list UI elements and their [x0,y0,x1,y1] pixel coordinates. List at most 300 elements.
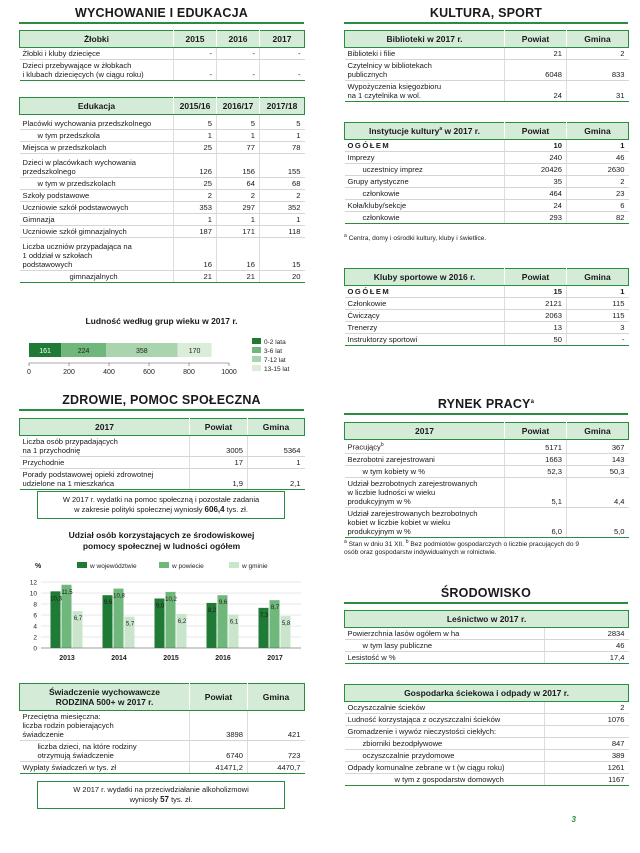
row-value: 16 [174,238,217,271]
table-row [20,60,305,81]
alcohol-expense-value: 57 [160,795,169,804]
table-row [20,238,305,271]
education-body [20,115,305,283]
social-bar-label: 9,0 [155,603,165,610]
libraries-table [344,30,629,102]
social-bar-label: 11,5 [61,589,73,596]
row-label: Ćwiczący [345,310,505,322]
row-value: 31 [567,81,629,102]
education-header-3: 2017/18 [260,98,305,115]
row-label: Odpady komunalne zebrane w t (w ciągu roku) [345,762,545,774]
row-value: 847 [545,738,629,750]
table-row [20,741,305,762]
row-value: 2,1 [248,469,305,490]
row-value: 50 [505,334,567,346]
row-value: 723 [248,741,305,762]
libraries-body [345,48,629,102]
row-value: 23 [567,188,629,200]
age-axis-tick-label: 200 [63,369,75,376]
age-bar-label: 358 [135,348,148,355]
age-legend-swatch [252,365,261,371]
row-value: 82 [567,212,629,224]
row-label: Grupy artystyczne [345,176,505,188]
age-legend-label: 0-2 lata [264,339,286,346]
social-ytick-label: 12 [29,579,37,587]
table-row [20,457,305,469]
waste-header: Gospodarka ściekowa i odpady w 2017 r. [345,685,629,702]
row-value: 2121 [505,298,567,310]
table-row [345,298,629,310]
age-bar-label: 170 [188,348,201,355]
sports-header-0: Kluby sportowe w 2016 r. [345,269,505,286]
table-row [345,507,629,537]
social-bar-label: 8,7 [270,605,280,612]
age-bar-label: 161 [39,348,51,355]
table-row [345,628,629,640]
table-row [20,48,305,60]
row-label: Biblioteki i filie [345,48,505,60]
education-header-2: 2016/17 [217,98,260,115]
health-table [19,418,305,490]
row-value: 1663 [505,453,567,465]
social-bar-label: 5,8 [281,621,291,628]
row-value: 118 [260,226,305,238]
row-value: 15 [505,286,567,298]
labour-header-2: Gmina [567,423,629,440]
education-header-0: Edukacja [20,98,174,115]
age-axis-tick-label: 400 [103,369,115,376]
row-label: Instruktorzy sportowi [345,334,505,346]
row-value: 52,3 [505,465,567,477]
row-value: 4,4 [567,477,629,507]
row-value: - [260,48,305,60]
row-label: Dzieci przebywające w żłobkach i klubach dziecięcych (w ciągu roku) [20,60,174,81]
row-label: Uczniowie szkół gimnazjalnych [20,226,174,238]
age-legend-label: 13-15 lat [264,366,290,373]
row-label: w tym kobiety w % [345,465,505,477]
row-value: 240 [505,152,567,164]
row-value: 50,3 [567,465,629,477]
table-row [345,702,629,714]
row-value: 115 [567,310,629,322]
table-row [345,726,629,738]
row-label: Lesistość w % [345,652,545,664]
age-chart-title: Ludność według grup wieku w 2017 r. [85,316,238,326]
social-xtick-label: 2015 [163,655,179,662]
health-header-1: Powiat [190,419,248,436]
age-axis-tick-label: 800 [183,369,195,376]
benefit-header-0: Świadczenie wychowawcze RODZINA 500+ w 2017 r. [20,684,190,711]
libraries-header-2: Gmina [567,31,629,48]
age-legend-swatch [252,347,261,353]
row-label: uczestnicy imprez [345,164,505,176]
nurseries-header-0: Żłobki [20,31,174,48]
row-value: 5 [260,115,305,130]
row-value: 1 [567,140,629,152]
labour-header-row [345,423,629,440]
row-value: 17 [190,457,248,469]
social-expense-note: W 2017 r. wydatki na pomoc społeczną i pozostałe zadania w zakresie polityki społecznej wyniosły 606,4 tys. zł. [37,491,285,519]
age-legend-label: 7-12 lat [264,357,286,364]
table-row [345,334,629,346]
labour-header-0: 2017 [345,423,505,440]
labour-table [344,422,629,538]
row-value: 2630 [567,164,629,176]
row-value: 155 [260,154,305,178]
nurseries-body [20,48,305,81]
row-label: OGÓŁEM [345,140,505,152]
sports-header-row [345,269,629,286]
row-value: 4470,7 [248,762,305,774]
row-label: Gimnazja [20,214,174,226]
waste-table [344,684,629,786]
table-row [20,711,305,741]
social-legend-label: w powiecie [172,563,204,570]
social-bar-label: 7,3 [259,612,269,619]
row-value: 21 [174,271,217,283]
labour-body [345,440,629,538]
row-label: członkowie [345,212,505,224]
table-row [20,115,305,130]
row-value: 1 [174,130,217,142]
social-bar-label: 9,6 [218,600,228,607]
sports-body [345,286,629,346]
table-row [345,738,629,750]
row-label: Szkoły podstawowe [20,190,174,202]
social-ytick-label: 2 [33,634,37,642]
row-label: Wypłaty świadczeń w tys. zł [20,762,190,774]
row-value: 156 [217,154,260,178]
social-bar-label: 9,6 [103,600,113,607]
table-row [20,271,305,283]
row-value: 367 [567,440,629,454]
row-value: 2 [217,190,260,202]
social-legend-swatch [159,562,169,568]
row-value: - [567,334,629,346]
row-value: 46 [567,152,629,164]
row-value: 2834 [545,628,629,640]
row-value: 2 [567,48,629,60]
nurseries-header-3: 2017 [260,31,305,48]
row-label: Czytelnicy w bibliotekach publicznych [345,60,505,81]
libraries-header-1: Powiat [505,31,567,48]
labour-title: RYNEK PRACY$^a$ [344,397,628,415]
row-label: Porady podstawowej opieki zdrowotnej udzielone na 1 mieszkańca [20,469,190,490]
row-value: - [217,60,260,81]
row-value: 5 [217,115,260,130]
table-row [20,202,305,214]
sports-table [344,268,629,346]
social-bar-label: 6,2 [177,618,187,625]
table-row [345,440,629,454]
institutions-header-label: Instytucje kultury$^a$ w 2017 r. [345,123,505,140]
row-label: w tym lasy publiczne [345,640,545,652]
health-title: ZDROWIE, POMOC SPOŁECZNA [19,393,304,411]
row-label: Wypożyczenia księgozbioru na 1 czytelnika w wol. [345,81,505,102]
institutions-header-powiat: Powiat [505,123,567,140]
row-value: 35 [505,176,567,188]
row-value: 21 [505,48,567,60]
row-value: 5364 [248,436,305,457]
row-value: 2 [260,190,305,202]
benefit-header-2: Gmina [248,684,305,711]
social-ytick-label: 0 [33,645,37,653]
libraries-header-0: Biblioteki w 2017 r. [345,31,505,48]
table-row [345,322,629,334]
age-legend-label: 3-6 lat [264,348,283,355]
education-header-row [20,98,305,115]
row-label: Liczba uczniów przypadająca na 1 oddział w szkołach podstawowych [20,238,174,271]
forestry-body [345,628,629,664]
row-label: Miejsca w przedszkolach [20,142,174,154]
social-xtick-label: 2017 [267,655,283,662]
row-value: 17,4 [545,652,629,664]
social-bar-label: 5,7 [125,621,135,628]
row-value: 1 [217,214,260,226]
institutions-footnote: $^a$ Centra, domy i ośrodki kultury, kluby i świetlice. [344,233,487,243]
age-legend-swatch [252,356,261,362]
row-value: 353 [174,202,217,214]
table-row [345,714,629,726]
table-row [20,130,305,142]
table-row [345,750,629,762]
institutions-body [345,140,629,224]
table-row [345,200,629,212]
table-row [345,453,629,465]
table-row [345,477,629,507]
row-value: 1076 [545,714,629,726]
social-bar-label: 10,2 [165,596,177,603]
benefit-header-1: Powiat [190,684,248,711]
social-ytick-label: 4 [33,623,37,631]
row-value: 115 [567,298,629,310]
social-ytick-label: 6 [33,612,37,620]
row-value: 24 [505,81,567,102]
row-label: OGÓŁEM [345,286,505,298]
social-ytick-label: 8 [33,601,37,609]
benefit-body [20,711,305,774]
social-legend-swatch [77,562,87,568]
row-label: Przeciętna miesięczna: liczba rodzin pobierających świadczenie [20,711,190,741]
row-value: 46 [545,640,629,652]
social-chart-title: Udział osób korzystających ze środowiskowej pomocy społecznej w ludności ogółem [68,530,255,551]
row-value: 41471,2 [190,762,248,774]
health-header-row [20,419,305,436]
age-groups-chart [19,330,304,380]
social-bar-label: 6,1 [229,619,239,626]
table-row [20,154,305,178]
row-value: 389 [545,750,629,762]
table-row [345,188,629,200]
table-row [20,190,305,202]
row-label: Koła/kluby/sekcje [345,200,505,212]
table-row [345,286,629,298]
row-label: Uczniowie szkół podstawowych [20,202,174,214]
table-row [345,774,629,786]
row-label: gimnazjalnych [20,271,174,283]
row-value: 421 [248,711,305,741]
row-value: 1 [174,214,217,226]
labour-footnote: $^a$ Stan w dniu 31 XII. $^b$ Bez podmiotów gospodarczych o liczbie pracujących do 9 osób oraz gospodarstw indywidualnych w rolnictwie. [344,539,580,557]
institutions-header-gmina: Gmina [567,123,629,140]
social-legend-label: w województwie [90,563,137,570]
table-row [20,142,305,154]
row-label: Pracujący$^b$ [345,440,505,454]
table-row [20,178,305,190]
social-ytick-label: 10 [29,590,37,598]
age-axis-tick-label: 1000 [221,369,237,376]
social-bar-label: 10,3 [50,596,62,603]
education-header-1: 2015/16 [174,98,217,115]
row-value: - [260,60,305,81]
row-value: 10 [505,140,567,152]
table-row [345,140,629,152]
row-value: 297 [217,202,260,214]
row-value: 6 [567,200,629,212]
table-row [345,465,629,477]
table-row [345,762,629,774]
row-value: 21 [217,271,260,283]
row-value: 3005 [190,436,248,457]
social-legend-label: w gminie [242,563,268,570]
sports-header-2: Gmina [567,269,629,286]
forestry-header: Leśnictwo w 2017 r. [345,611,629,628]
waste-header-row [345,685,629,702]
row-label: Udział bezrobotnych zarejestrowanych w liczbie ludności w wieku produkcyjnym w % [345,477,505,507]
row-value: 20 [260,271,305,283]
social-chart-ylabel: % [35,563,42,570]
culture-title: KULTURA, SPORT [344,6,628,24]
table-row [345,212,629,224]
row-value: 20426 [505,164,567,176]
row-label: Imprezy [345,152,505,164]
row-value: 187 [174,226,217,238]
education-table [19,97,305,283]
labour-header-1: Powiat [505,423,567,440]
row-label: liczba dzieci, na które rodziny otrzymują świadczenie [20,741,190,762]
row-label: zbiorniki bezodpływowe [345,738,545,750]
row-value: - [217,48,260,60]
nurseries-header-row [20,31,305,48]
alcohol-expense-note: W 2017 r. wydatki na przeciwdziałanie alkoholizmowi wyniosły 57 tys. zł. [37,781,285,809]
benefit-header-row [20,684,305,711]
row-value: 24 [505,200,567,212]
row-label: Dzieci w placówkach wychowania przedszkolnego [20,154,174,178]
forestry-table [344,610,629,664]
row-value: 5,1 [505,477,567,507]
row-label: w tym przedszkola [20,130,174,142]
row-label: Żłobki i kluby dziecięce [20,48,174,60]
environment-title: ŚRODOWISKO [344,586,628,604]
health-header-0: 2017 [20,419,190,436]
table-row [345,310,629,322]
row-label: Liczba osób przypadających na 1 przychodnię [20,436,190,457]
row-label: oczyszczalnie przydomowe [345,750,545,762]
table-row [20,214,305,226]
row-value: 6,0 [505,507,567,537]
benefit-table [19,683,305,774]
libraries-header-row [345,31,629,48]
table-row [345,164,629,176]
row-value: 2063 [505,310,567,322]
row-label: Bezrobotni zarejestrowani [345,453,505,465]
row-value: 25 [174,142,217,154]
row-value: 2 [545,702,629,714]
row-value: 1 [217,130,260,142]
row-label: Udział zarejestrowanych bezrobotnych kobiet w liczbie kobiet w wieku produkcyjnym w % [345,507,505,537]
nurseries-table [19,30,305,81]
table-row [345,60,629,81]
row-label: Powierzchnia lasów ogółem w ha [345,628,545,640]
health-header-2: Gmina [248,419,305,436]
row-value: 64 [217,178,260,190]
row-value: 1261 [545,762,629,774]
row-value [545,726,629,738]
row-value: 5171 [505,440,567,454]
row-value: 68 [260,178,305,190]
row-value: 25 [174,178,217,190]
row-value: 143 [567,453,629,465]
row-label: Trenerzy [345,322,505,334]
row-value: 78 [260,142,305,154]
age-bar-label: 224 [77,348,90,355]
sports-header-1: Powiat [505,269,567,286]
row-label: w tym w przedszkolach [20,178,174,190]
table-row [345,48,629,60]
row-label: Oczyszczalnie ścieków [345,702,545,714]
row-value: 3898 [190,711,248,741]
nurseries-header-1: 2015 [174,31,217,48]
table-row [20,469,305,490]
waste-body [345,702,629,786]
table-row [20,762,305,774]
row-value: - [174,60,217,81]
table-row [20,436,305,457]
social-bar-label: 6,7 [73,616,83,623]
social-xtick-label: 2014 [111,655,127,662]
social-assistance-chart [19,556,304,668]
social-xtick-label: 2013 [59,655,75,662]
institutions-header-row [345,123,629,140]
row-label: w tym z gospodarstw domowych [345,774,545,786]
table-row [345,81,629,102]
row-value: 352 [260,202,305,214]
social-bar-label: 10,8 [113,593,125,600]
table-row [20,226,305,238]
row-label: Przychodnie [20,457,190,469]
forestry-header-row [345,611,629,628]
row-value: 171 [217,226,260,238]
row-value: 1,9 [190,469,248,490]
row-label: Członkowie [345,298,505,310]
row-value: 16 [217,238,260,271]
education-title: WYCHOWANIE I EDUKACJA [19,6,304,24]
row-value: 1 [567,286,629,298]
row-value: - [174,48,217,60]
row-value: 15 [260,238,305,271]
row-label: Placówki wychowania przedszkolnego [20,115,174,130]
health-body [20,436,305,490]
row-value: 2 [174,190,217,202]
row-label: członkowie [345,188,505,200]
nurseries-header-2: 2016 [217,31,260,48]
row-value: 3 [567,322,629,334]
age-axis-tick-label: 0 [27,369,31,376]
row-value: 1 [248,457,305,469]
row-value: 1 [260,214,305,226]
row-value: 293 [505,212,567,224]
row-value: 2 [567,176,629,188]
